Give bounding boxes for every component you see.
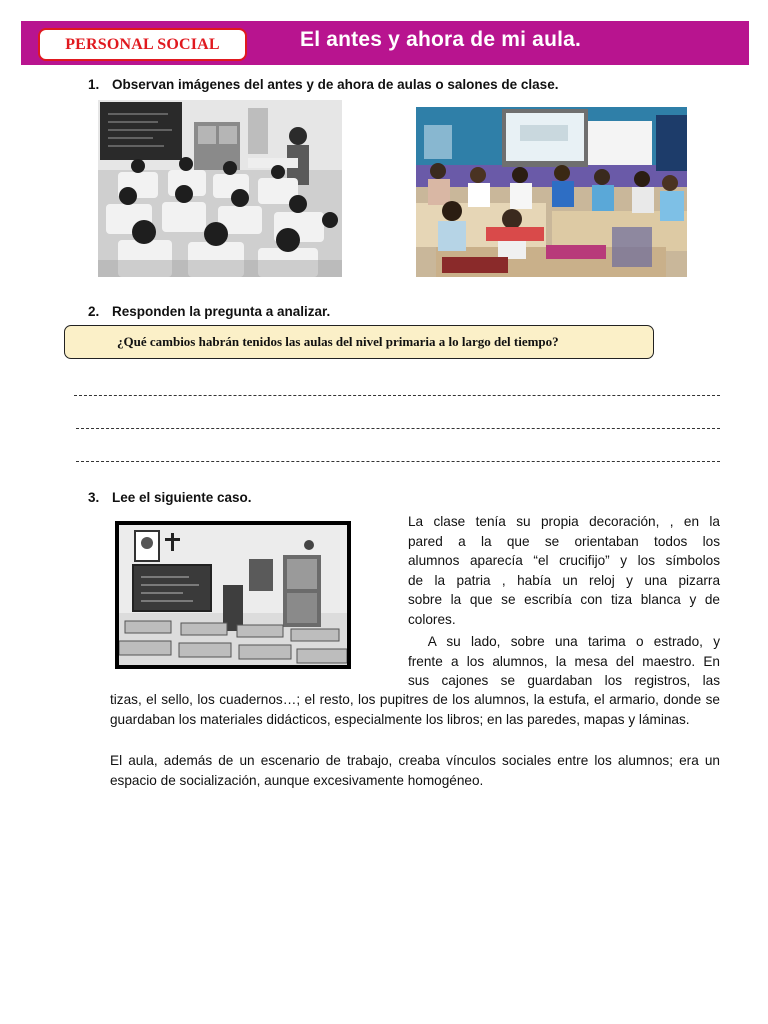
question-box — [64, 325, 654, 359]
answer-line-3[interactable] — [76, 461, 720, 462]
case-paragraph-1 — [408, 512, 720, 629]
step-2 — [88, 304, 330, 319]
step-3-text: Lee el siguiente caso. — [112, 490, 252, 505]
case-line: sobre la que se escribía con tiza blanca y de — [408, 592, 720, 607]
case-line: A su lado, sobre una tarima o estrado, y — [408, 634, 720, 649]
subject-label: PERSONAL SOCIAL — [65, 35, 220, 53]
case-line: colores. — [408, 611, 456, 627]
step-3 — [88, 490, 252, 505]
historic-classroom-photo — [115, 521, 351, 669]
step-2-text: Responden la pregunta a analizar. — [112, 304, 331, 319]
old-classroom-photo — [98, 100, 342, 277]
case-line: alumnos aparecía “el crucifijo” y los símbolos — [408, 553, 720, 568]
case-line: de la patria , había un reloj y una pizarra — [408, 572, 720, 588]
step-1-number: 1. — [88, 77, 100, 92]
case-line: sus cajones se guardaban los registros, las — [408, 673, 720, 688]
case-line: pared a la que se orientaban todos los — [408, 533, 720, 549]
case-paragraph-3: El aula, además de un escenario de trabajo, creaba vínculos sociales entre los alumnos; era un espacio de socialización, aunque excesivamente homogéneo. — [110, 753, 720, 788]
case-paragraph-2 — [408, 632, 720, 691]
modern-classroom-photo — [416, 107, 687, 277]
case-paragraph-2-cont: tizas, el sello, los cuadernos…; el resto, los pupitres de los alumnos, la estufa, el armario, donde se guardaban los materiales didácticos, especialmente los libros; en las paredes, mapas y láminas. — [110, 692, 720, 727]
question-text: ¿Qué cambios habrán tenidos las aulas del nivel primaria a lo largo del tiempo? — [117, 334, 559, 349]
step-3-number: 3. — [88, 490, 100, 505]
answer-line-1[interactable] — [74, 395, 720, 396]
page-title: El antes y ahora de mi aula. — [300, 28, 582, 51]
case-line: frente a los alumnos, la mesa del maestro. En — [408, 653, 720, 669]
step-1-text: Observan imágenes del antes y de ahora de aulas o salones de clase. — [112, 77, 559, 92]
answer-line-2[interactable] — [76, 428, 720, 429]
step-1 — [88, 77, 558, 92]
step-2-number: 2. — [88, 304, 100, 319]
case-line: La clase tenía su propia decoración, , en la — [408, 514, 720, 529]
subject-badge — [38, 28, 247, 61]
